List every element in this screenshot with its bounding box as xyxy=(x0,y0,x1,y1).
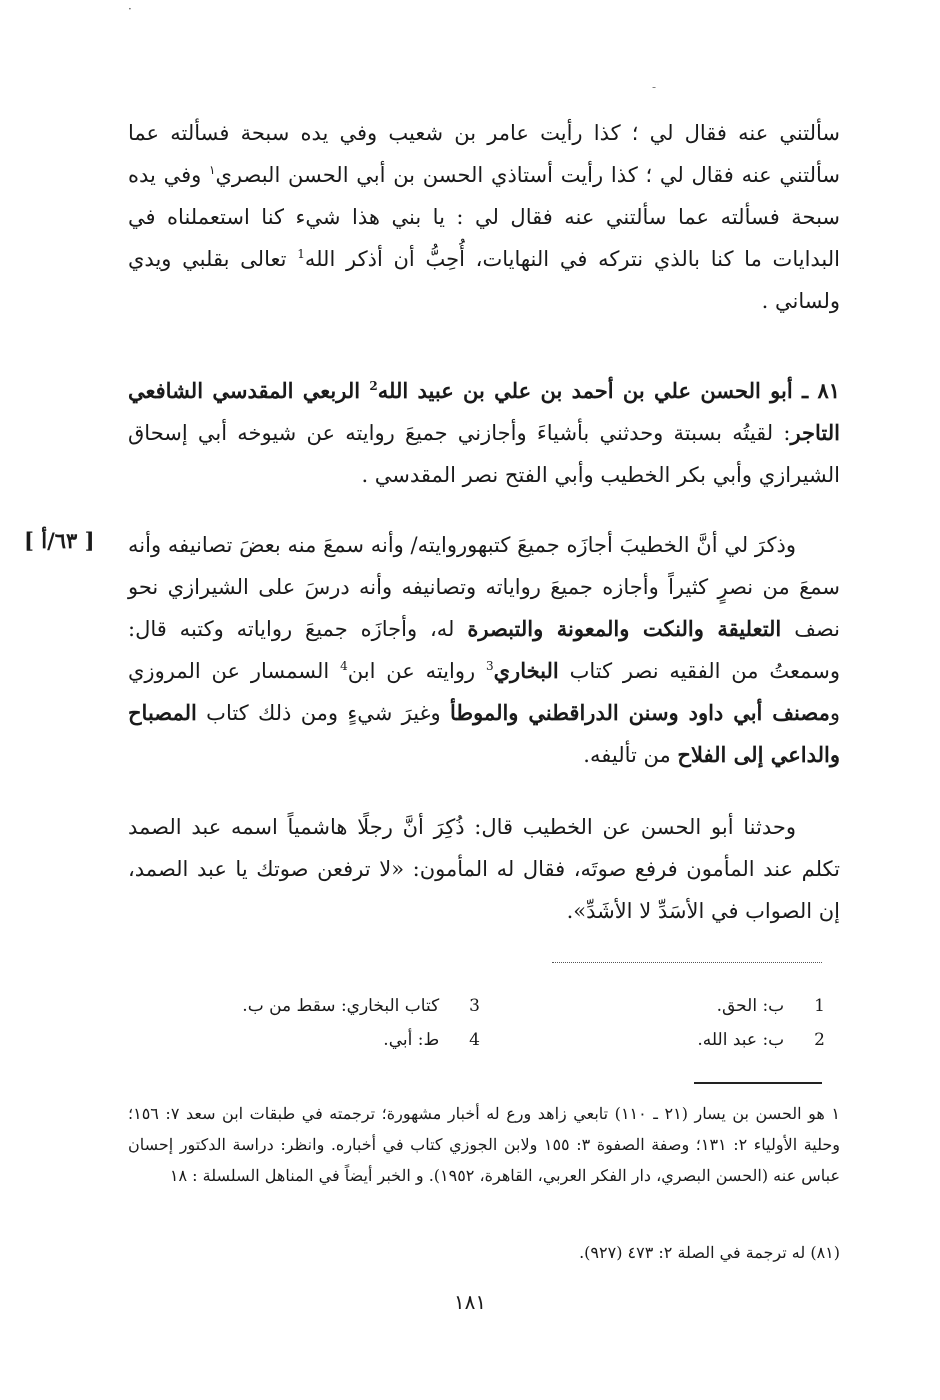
variant-mark: 3 xyxy=(485,659,494,673)
variant-note xyxy=(610,988,825,1024)
para-b-bold-c: مصنف أبي داود وسنن الدراقطني والموطأ xyxy=(449,700,830,725)
para-b-text-b: له، وأجازَه جميعَ رواياته وكتبه قال: وسمعتُ من الفقيه نصر كتاب xyxy=(128,617,840,683)
page-mark-top: · xyxy=(128,2,132,16)
para-b-text-c: روايته عن ابن xyxy=(347,659,486,683)
margin-folio-reference: [ ٦٣/أ ] xyxy=(24,528,95,553)
entry-prev-paragraph xyxy=(128,112,840,322)
para-c-text: وحدثنا أبو الحسن عن الخطيب قال: ذُكِرَ أنَّ رجلًا هاشمياً اسمه عبد الصمد تكلم عند المأمون فرفع صوتَه، فقال له المأمون: «لا ترفعن صوتك يا عبد الصمد، إن الصواب في الأسَدِّ لا الأشَدِّ». xyxy=(128,815,840,923)
variant-text: ط: أبي. xyxy=(383,1030,440,1050)
variant-text: ب: الحق. xyxy=(716,996,785,1016)
variant-number: 3 xyxy=(469,996,480,1016)
para-b-text-d: السمسار عن المروزي و xyxy=(128,659,841,725)
variants-separator xyxy=(552,962,822,963)
variant-text: كتاب البخاري: سقط من ب. xyxy=(242,996,440,1016)
entry-81-heading-a: ٨١ ـ أبو الحسن علي بن أحمد بن علي بن عبيد الله xyxy=(377,378,840,403)
variant-text: ب: عبد الله. xyxy=(697,1030,785,1050)
para-b-text-e: وغيرَ شيءٍ ومن ذلك كتاب xyxy=(196,701,450,725)
entry-81-text: : لقيتُه بسبتة وحدثني بأشياءَ وأجازني جميعَ روايته عن شيوخه أبي إسحاق الشيرازي وأبي بكر الخطيب وأبي الفتح نصر المقدسي . xyxy=(128,421,840,487)
entry-prev-text-end: تعالى بقلبي ويدي ولساني . xyxy=(128,247,840,313)
variant-number: 4 xyxy=(469,1030,480,1050)
entry-81-paragraph-b xyxy=(128,524,840,776)
footnote-mark: ١ xyxy=(209,163,216,177)
entry-prev-text-cont: وفي يده سبحة فسألته عما سألتني عنه فقال لي : يا بني هذا شيء كنا استعملناه في البدايات ما كنا بالذي نتركه في النهايات، أُحِبُّ أن أذكر الله xyxy=(128,163,840,271)
page-number: ١٨١ xyxy=(453,1290,487,1314)
variant-mark: 1 xyxy=(297,247,305,261)
variant-note xyxy=(230,988,480,1024)
page-mark-dash: - xyxy=(652,80,657,94)
para-b-text-a: وذكرَ لي أنَّ الخطيبَ أجازَه جميعَ كتبهوروايته/ وأنه سمعَ منه بعضَ تصانيفه وأنه سمعَ من نصرٍ كثيراً وأجازه جميعَ رواياته وتصانيفه وأنه درسَ على الشيرازي نحو نصف xyxy=(128,533,840,641)
variant-note xyxy=(230,1022,480,1058)
para-b-text-f: من تأليفه. xyxy=(583,743,678,767)
variant-number: 2 xyxy=(814,1030,825,1050)
para-b-bold-a: التعليقة والنكت والمعونة والتبصرة xyxy=(467,616,782,641)
footnotes-separator xyxy=(694,1082,822,1084)
variant-mark: 2 xyxy=(369,379,378,393)
para-b-bold-b: البخاري xyxy=(493,658,559,683)
entry-81-paragraph xyxy=(128,370,840,496)
entry-81-paragraph-c xyxy=(128,806,840,932)
entry-81-heading-b: الربعي المقدسي الشافعي التاجر xyxy=(128,378,840,445)
footnote: ١ هو الحسن بن يسار (٢١ ـ ١١٠) تابعي زاهد ورع له أخبار مشهورة؛ ترجمته في طبقات ابن سعد ٧: ١٥٦؛ وحلية الأولياء ٢: ١٣١؛ وصفة الصفوة ٣: ١٥٥ ولابن الجوزي كتاب في أخباره. وانظر: دراسة الدكتور إحسان عباس عنه (الحسن البصري، دار الفكر العربي، القاهرة، ١٩٥٢). و الخبر أيضاً في المناهل السلسلة : ١٨ xyxy=(128,1104,841,1185)
entry-prev-text: سألتني عنه فقال لي ؛ كذا رأيت عامر بن شعيب وفي يده سبحة فسألته عما سألتني عنه فقال لي ؛ كذا رأيت أستاذي الحسن بن أبي الحسن البصري xyxy=(128,121,840,187)
footnote: (٨١) له ترجمة في الصلة ٢: ٤٧٣ (٩٢٧). xyxy=(579,1243,840,1262)
para-b-bold-d: المصباح والداعي إلى الفلاح xyxy=(128,700,840,767)
variant-note xyxy=(610,1022,825,1058)
variant-mark: 4 xyxy=(340,659,348,673)
variant-number: 1 xyxy=(814,996,825,1016)
